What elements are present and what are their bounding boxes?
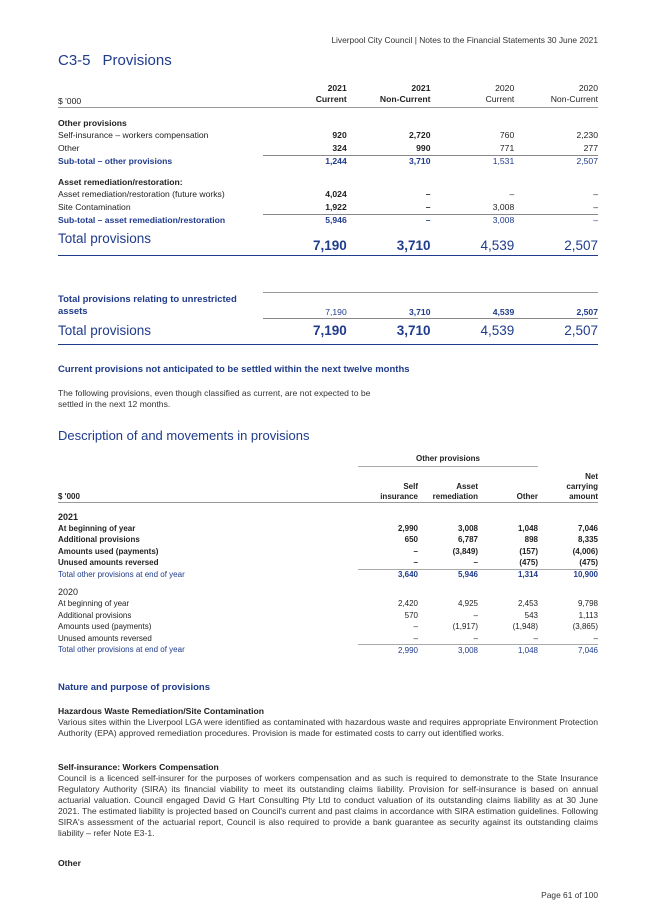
section-number: C3-5 <box>58 52 91 69</box>
movements-table <box>58 452 598 656</box>
col-other: Other <box>516 491 538 501</box>
current-not-settled-text: The following provisions, even though classified as current, are not expected to be settled in the next 12 months. <box>58 388 371 409</box>
table-row: Amounts used (payments) – (1,917) (1,948) (3,865) <box>58 622 598 632</box>
table-row: At beginning of year 2,420 4,925 2,453 9,798 <box>58 599 598 609</box>
table-row: Asset remediation/restoration (future works) 4,024 – – – <box>58 189 598 200</box>
total-2020-row: Total other provisions at end of year 2,990 3,008 1,048 7,046 <box>58 645 598 655</box>
table-row: Site Contamination 1,922 – 3,008 – <box>58 201 598 213</box>
col-header-2020-current: 2020 Current <box>485 83 515 104</box>
unit-label: $ '000 <box>58 95 82 106</box>
col-header-2021-current: 2021 Current <box>315 83 347 104</box>
col-header-2021-noncurrent: 2021 Non-Current <box>379 83 431 104</box>
workers-text: Council is a licenced self-insurer for the purposes of workers compensation and as such is required to demonstrate to the State Insurance Regulatory Authority (SIRA) its financial viability to meet its outstanding claims liability. Provision for self-insurance is based on annual actuarial valuation. Council engaged David G Hart Consulting Pty Ltd to conduct valuation of its outstanding claims liability as at 30 June 2021. The estimated liability is projected based on Council's current and past claims in accordance with SIRA estimation guidelines. Following SIRA's assessment of the actuarial report, Council is also required to provide a bank guarantee as security against its outstanding claims liability – refer Note E3-1. <box>58 773 598 838</box>
provisions-table <box>58 80 598 256</box>
unrestricted-label: Total provisions relating to unrestricted assets <box>58 294 237 317</box>
movements-heading: Description of and movements in provisions <box>58 428 310 443</box>
table-row: At beginning of year 2,990 3,008 1,048 7,046 <box>58 523 598 533</box>
total-provisions-row: Total provisions 7,190 3,710 4,539 2,507 <box>58 227 598 255</box>
col-asset-remediation: Asset remediation <box>432 481 478 501</box>
section-title <box>58 52 172 71</box>
other-provisions-heading: Other provisions <box>58 118 127 129</box>
col-net-carrying: Net carrying amount <box>566 471 598 501</box>
other-subtotal-row: Sub-total – other provisions 1,244 3,710 1,531 2,507 <box>58 156 598 167</box>
provisions-header-row <box>58 80 598 107</box>
running-header: Liverpool City Council | Notes to the Financial Statements 30 June 2021 <box>331 35 598 45</box>
table-row: Self-insurance – workers compensation 920 2,720 760 2,230 <box>58 130 598 141</box>
asset-subtotal-row: Sub-total – asset remediation/restoration 5,946 – 3,008 – <box>58 215 598 226</box>
table-row: Unused amounts reversed – – (475) (475) <box>58 558 598 568</box>
current-not-settled-heading: Current provisions not anticipated to be settled within the next twelve months <box>58 364 410 375</box>
total-2021-row: Total other provisions at end of year 3,640 5,946 1,314 10,900 <box>58 569 598 579</box>
table-row: Amounts used (payments) – (3,849) (157) (4,006) <box>58 546 598 556</box>
workers-title: Self-insurance: Workers Compensation <box>58 762 219 772</box>
hazard-title: Hazardous Waste Remediation/Site Contamination <box>58 706 264 716</box>
table-row: Unused amounts reversed – – – – <box>58 633 598 643</box>
table-row: Other 324 990 771 277 <box>58 142 598 154</box>
table-row: Additional provisions 570 – 543 1,113 <box>58 610 598 620</box>
nature-heading: Nature and purpose of provisions <box>58 682 211 693</box>
other-provisions-group-label: Other provisions <box>358 452 538 466</box>
movements-header-row: $ '000 Self insurance Asset remediation Other Net carrying amount <box>58 466 598 502</box>
year-2020-heading: 2020 <box>58 587 79 598</box>
page-number: Page 61 of 100 <box>541 890 598 900</box>
col-header-2020-noncurrent: 2020 Non-Current <box>550 83 598 104</box>
unrestricted-row: Total provisions relating to unrestricted assets 7,190 3,710 4,539 2,507 <box>58 294 598 318</box>
other-title: Other <box>58 858 81 868</box>
hazard-text: Various sites within the Liverpool LGA were identified as contaminated with hazardous waste and requires appropriate Environment Protection Authority (EPA) approved remediation procedures. Provision is made for estimated costs to carry out identified works. <box>58 717 598 738</box>
table-row: Additional provisions 650 6,787 898 8,335 <box>58 535 598 545</box>
asset-remediation-heading: Asset remediation/restoration: <box>58 177 183 188</box>
year-2021-heading: 2021 <box>58 511 79 522</box>
col-self-insurance: Self insurance <box>380 481 418 501</box>
total-provisions-row-2: Total provisions 7,190 3,710 4,539 2,507 <box>58 319 598 345</box>
section-title-text: Provisions <box>102 52 172 69</box>
unrestricted-table <box>58 292 598 345</box>
